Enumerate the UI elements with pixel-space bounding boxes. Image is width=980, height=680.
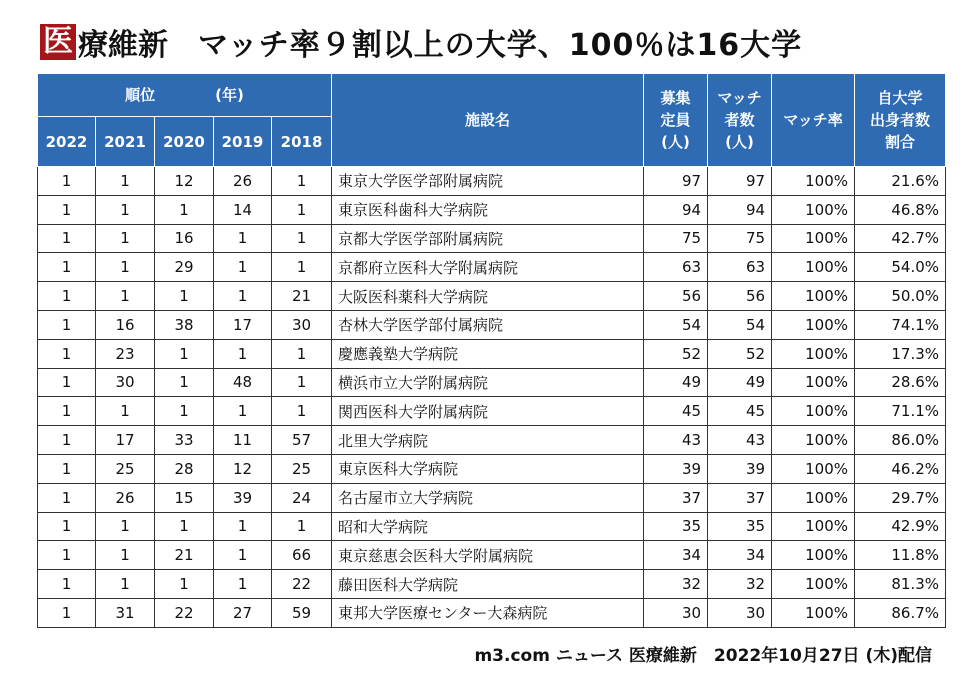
rank-2020: 33 <box>155 426 214 455</box>
year-header-2020: 2020 <box>155 117 214 167</box>
match-rate-value: 100% <box>772 426 855 455</box>
rank-2022: 1 <box>38 598 96 627</box>
matched-value: 45 <box>708 397 772 426</box>
rank-2022: 1 <box>38 224 96 253</box>
logo-text: 療維新 <box>78 28 168 63</box>
match-rate-value: 100% <box>772 397 855 426</box>
rank-2020: 1 <box>155 195 214 224</box>
rank-2022: 1 <box>38 483 96 512</box>
rank-2020: 1 <box>155 570 214 599</box>
facility-name: 京都府立医科大学附属病院 <box>332 253 644 282</box>
capacity-value: 32 <box>644 570 708 599</box>
table-row <box>38 598 946 627</box>
table-row <box>38 483 946 512</box>
table-row <box>38 310 946 339</box>
rank-2019: 1 <box>214 541 272 570</box>
rank-2021: 1 <box>96 397 155 426</box>
own-graduate-ratio: 71.1% <box>855 397 946 426</box>
rank-2020: 16 <box>155 224 214 253</box>
rank-2019: 1 <box>214 224 272 253</box>
match-rate-value: 100% <box>772 253 855 282</box>
rank-2022: 1 <box>38 426 96 455</box>
rank-2022: 1 <box>38 512 96 541</box>
rank-2021: 1 <box>96 224 155 253</box>
rank-2018: 1 <box>272 167 332 196</box>
rank-2022: 1 <box>38 397 96 426</box>
rank-2020: 1 <box>155 397 214 426</box>
own-graduate-ratio: 42.9% <box>855 512 946 541</box>
rank-2018: 59 <box>272 598 332 627</box>
table-row <box>38 339 946 368</box>
rank-2018: 25 <box>272 454 332 483</box>
rank-2022: 1 <box>38 368 96 397</box>
match-rate-value: 100% <box>772 512 855 541</box>
own-graduate-ratio: 81.3% <box>855 570 946 599</box>
rank-2022: 1 <box>38 541 96 570</box>
rank-2021: 1 <box>96 570 155 599</box>
capacity-value: 37 <box>644 483 708 512</box>
rank-2018: 1 <box>272 195 332 224</box>
rank-2020: 1 <box>155 512 214 541</box>
rank-2018: 57 <box>272 426 332 455</box>
matched-value: 35 <box>708 512 772 541</box>
rank-2018: 1 <box>272 397 332 426</box>
capacity-header: 募集 定員 (人) <box>644 74 708 167</box>
table-row <box>38 397 946 426</box>
rank-2020: 38 <box>155 310 214 339</box>
rank-2021: 1 <box>96 195 155 224</box>
matched-value: 49 <box>708 368 772 397</box>
rank-2021: 31 <box>96 598 155 627</box>
rank-2021: 1 <box>96 541 155 570</box>
matched-value: 39 <box>708 454 772 483</box>
title-bar <box>40 20 802 64</box>
rank-2018: 1 <box>272 368 332 397</box>
table-row <box>38 368 946 397</box>
own-graduate-ratio: 54.0% <box>855 253 946 282</box>
rank-2021: 16 <box>96 310 155 339</box>
rank-2019: 1 <box>214 512 272 541</box>
facility-name: 関西医科大学附属病院 <box>332 397 644 426</box>
rank-2019: 1 <box>214 397 272 426</box>
matched-value: 56 <box>708 282 772 311</box>
rank-2018: 30 <box>272 310 332 339</box>
rank-2022: 1 <box>38 253 96 282</box>
matched-header: マッチ 者数 (人) <box>708 74 772 167</box>
match-rate-value: 100% <box>772 454 855 483</box>
source-credit: m3.com ニュース 医療維新 2022年10月27日 (木)配信 <box>474 646 932 666</box>
capacity-value: 94 <box>644 195 708 224</box>
rank-2019: 12 <box>214 454 272 483</box>
rank-2019: 1 <box>214 570 272 599</box>
rank-group-header: 順位 (年) <box>38 74 332 117</box>
rank-2020: 22 <box>155 598 214 627</box>
own-graduate-ratio: 74.1% <box>855 310 946 339</box>
rank-2020: 29 <box>155 253 214 282</box>
rank-2018: 24 <box>272 483 332 512</box>
page-title: マッチ率９割以上の大学、100％は16大学 <box>198 28 803 63</box>
rank-2020: 1 <box>155 282 214 311</box>
facility-name: 北里大学病院 <box>332 426 644 455</box>
year-header-2018: 2018 <box>272 117 332 167</box>
matched-value: 94 <box>708 195 772 224</box>
year-header-2019: 2019 <box>214 117 272 167</box>
rank-2022: 1 <box>38 195 96 224</box>
rank-2019: 1 <box>214 282 272 311</box>
table-row <box>38 512 946 541</box>
own-graduate-ratio: 29.7% <box>855 483 946 512</box>
match-rate-header: マッチ率 <box>772 74 855 167</box>
own-graduate-ratio: 11.8% <box>855 541 946 570</box>
matched-value: 63 <box>708 253 772 282</box>
capacity-value: 34 <box>644 541 708 570</box>
matched-value: 52 <box>708 339 772 368</box>
matched-value: 30 <box>708 598 772 627</box>
capacity-value: 63 <box>644 253 708 282</box>
match-rate-value: 100% <box>772 167 855 196</box>
table-row <box>38 195 946 224</box>
table-row <box>38 541 946 570</box>
facility-name: 杏林大学医学部付属病院 <box>332 310 644 339</box>
match-rate-value: 100% <box>772 195 855 224</box>
facility-name: 東京大学医学部附属病院 <box>332 167 644 196</box>
rank-2018: 21 <box>272 282 332 311</box>
rank-2021: 1 <box>96 253 155 282</box>
ranking-table <box>37 73 946 628</box>
table-row <box>38 570 946 599</box>
rank-2018: 1 <box>272 253 332 282</box>
rank-2019: 1 <box>214 253 272 282</box>
rank-2022: 1 <box>38 282 96 311</box>
matched-value: 54 <box>708 310 772 339</box>
table-body <box>38 167 946 628</box>
rank-2019: 26 <box>214 167 272 196</box>
site-logo <box>40 20 168 64</box>
own-graduate-ratio: 86.7% <box>855 598 946 627</box>
rank-2020: 12 <box>155 167 214 196</box>
matched-value: 32 <box>708 570 772 599</box>
own-graduate-ratio: 86.0% <box>855 426 946 455</box>
rank-2019: 11 <box>214 426 272 455</box>
facility-name: 名古屋市立大学病院 <box>332 483 644 512</box>
rank-2019: 39 <box>214 483 272 512</box>
rank-2020: 28 <box>155 454 214 483</box>
rank-2022: 1 <box>38 339 96 368</box>
match-rate-value: 100% <box>772 339 855 368</box>
capacity-value: 35 <box>644 512 708 541</box>
table-row <box>38 426 946 455</box>
match-rate-value: 100% <box>772 282 855 311</box>
match-rate-value: 100% <box>772 368 855 397</box>
rank-2018: 1 <box>272 224 332 253</box>
rank-2021: 23 <box>96 339 155 368</box>
year-header-2021: 2021 <box>96 117 155 167</box>
facility-name: 大阪医科薬科大学病院 <box>332 282 644 311</box>
own-graduate-ratio: 17.3% <box>855 339 946 368</box>
table-row <box>38 282 946 311</box>
matched-value: 75 <box>708 224 772 253</box>
matched-value: 34 <box>708 541 772 570</box>
facility-name: 東京慈恵会医科大学附属病院 <box>332 541 644 570</box>
rank-2018: 1 <box>272 512 332 541</box>
rank-2018: 1 <box>272 339 332 368</box>
own-graduate-ratio: 21.6% <box>855 167 946 196</box>
facility-header: 施設名 <box>332 74 644 167</box>
logo-mark: 医 <box>40 24 76 60</box>
facility-name: 藤田医科大学病院 <box>332 570 644 599</box>
facility-name: 東京医科歯科大学病院 <box>332 195 644 224</box>
match-rate-value: 100% <box>772 541 855 570</box>
facility-name: 京都大学医学部附属病院 <box>332 224 644 253</box>
table-row <box>38 224 946 253</box>
facility-name: 慶應義塾大学病院 <box>332 339 644 368</box>
rank-2020: 15 <box>155 483 214 512</box>
rank-2019: 27 <box>214 598 272 627</box>
capacity-value: 45 <box>644 397 708 426</box>
own-graduate-ratio: 46.8% <box>855 195 946 224</box>
own-graduate-ratio: 42.7% <box>855 224 946 253</box>
rank-2019: 17 <box>214 310 272 339</box>
rank-2021: 17 <box>96 426 155 455</box>
capacity-value: 30 <box>644 598 708 627</box>
matched-value: 43 <box>708 426 772 455</box>
rank-2021: 1 <box>96 512 155 541</box>
matched-value: 97 <box>708 167 772 196</box>
capacity-value: 75 <box>644 224 708 253</box>
capacity-value: 49 <box>644 368 708 397</box>
rank-2022: 1 <box>38 167 96 196</box>
table-row <box>38 454 946 483</box>
rank-2019: 1 <box>214 339 272 368</box>
rank-2021: 1 <box>96 167 155 196</box>
rank-2019: 14 <box>214 195 272 224</box>
own-graduate-ratio: 46.2% <box>855 454 946 483</box>
match-rate-value: 100% <box>772 483 855 512</box>
facility-name: 昭和大学病院 <box>332 512 644 541</box>
rank-2021: 25 <box>96 454 155 483</box>
rank-2021: 30 <box>96 368 155 397</box>
rank-2021: 1 <box>96 282 155 311</box>
rank-2019: 48 <box>214 368 272 397</box>
facility-name: 横浜市立大学附属病院 <box>332 368 644 397</box>
rank-2018: 22 <box>272 570 332 599</box>
capacity-value: 43 <box>644 426 708 455</box>
table-row <box>38 167 946 196</box>
match-rate-value: 100% <box>772 598 855 627</box>
year-header-2022: 2022 <box>38 117 96 167</box>
capacity-value: 97 <box>644 167 708 196</box>
match-rate-value: 100% <box>772 570 855 599</box>
matched-value: 37 <box>708 483 772 512</box>
own-graduate-header: 自大学 出身者数 割合 <box>855 74 946 167</box>
rank-2020: 21 <box>155 541 214 570</box>
facility-name: 東京医科大学病院 <box>332 454 644 483</box>
table-row <box>38 253 946 282</box>
match-rate-value: 100% <box>772 224 855 253</box>
facility-name: 東邦大学医療センター大森病院 <box>332 598 644 627</box>
capacity-value: 52 <box>644 339 708 368</box>
capacity-value: 54 <box>644 310 708 339</box>
rank-2020: 1 <box>155 339 214 368</box>
rank-2021: 26 <box>96 483 155 512</box>
rank-2022: 1 <box>38 570 96 599</box>
own-graduate-ratio: 50.0% <box>855 282 946 311</box>
rank-2022: 1 <box>38 454 96 483</box>
rank-2022: 1 <box>38 310 96 339</box>
own-graduate-ratio: 28.6% <box>855 368 946 397</box>
rank-2020: 1 <box>155 368 214 397</box>
capacity-value: 39 <box>644 454 708 483</box>
match-rate-value: 100% <box>772 310 855 339</box>
rank-2018: 66 <box>272 541 332 570</box>
capacity-value: 56 <box>644 282 708 311</box>
